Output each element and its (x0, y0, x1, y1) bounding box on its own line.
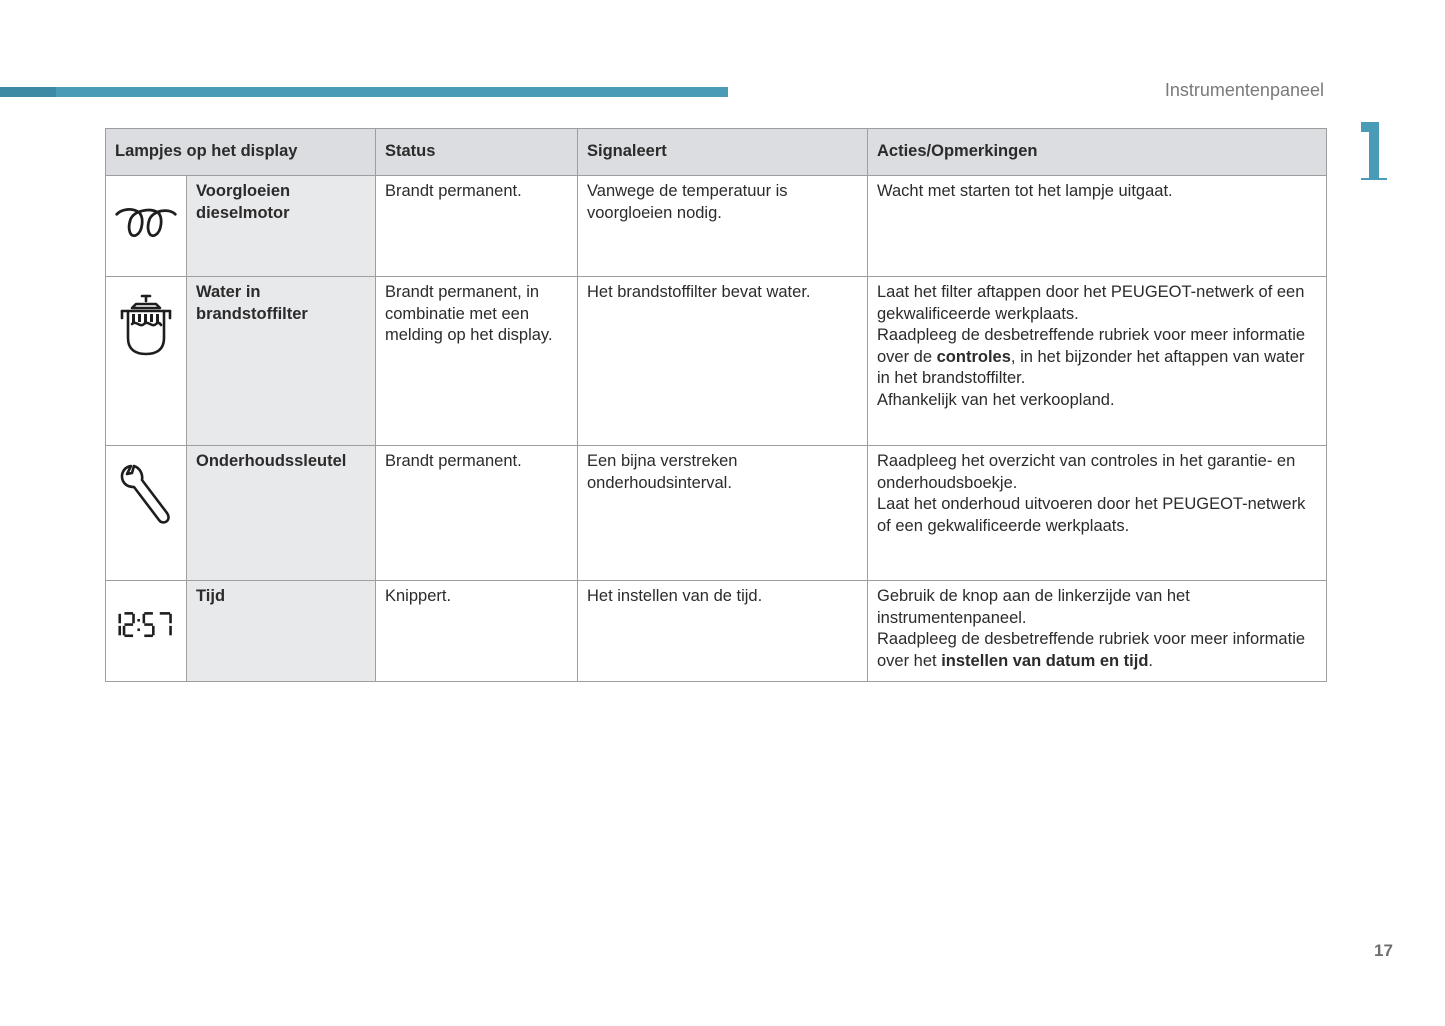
row-signals: Een bijna verstreken onderhoudsinterval. (578, 446, 868, 581)
table-row (106, 581, 1327, 682)
row-name: Onderhoudssleutel (187, 446, 376, 581)
row-name: Voorgloeien dieselmotor (187, 176, 376, 277)
row-actions: Raadpleeg het overzicht van controles in het garantie- en onderhoudsboekje. Laat het onderhoud uitvoeren door het PEUGEOT-netwerk of een gekwalificeerde werkplaats. (868, 446, 1327, 581)
chapter-number (1361, 120, 1387, 180)
row-status: Brandt permanent. (376, 446, 578, 581)
table-header-row (106, 129, 1327, 176)
row-actions: Laat het filter aftappen door het PEUGEOT-netwerk of een gekwalificeerde werkplaats. Raadpleeg de desbetreffende rubriek voor meer informatie over de controles, in het bijzonder het aftappen van water in het brandstoffilter. Afhankelijk van het verkoopland. (868, 277, 1327, 446)
table-row (106, 446, 1327, 581)
row-actions: Gebruik de knop aan de linkerzijde van het instrumentenpaneel. Raadpleeg de desbetreffende rubriek voor meer informatie over het instellen van datum en tijd. (868, 581, 1327, 682)
row-name: Tijd (187, 581, 376, 682)
row-status: Brandt permanent. (376, 176, 578, 277)
row-name: Water in brandstoffilter (187, 277, 376, 446)
row-status: Brandt permanent, in combinatie met een melding op het display. (376, 277, 578, 446)
row-actions: Wacht met starten tot het lampje uitgaat. (868, 176, 1327, 277)
water-in-fuel-filter-icon (118, 294, 174, 356)
column-header-lights: Lampjes op het display (106, 129, 376, 176)
column-header-status: Status (376, 129, 578, 176)
table-row (106, 176, 1327, 277)
column-header-signals: Signaleert (578, 129, 868, 176)
glow-plug-icon (115, 201, 177, 243)
page-number: 17 (1374, 941, 1393, 960)
section-title: Instrumentenpaneel (1164, 80, 1324, 100)
row-signals: Het brandstoffilter bevat water. (578, 277, 868, 446)
header-accent-bar (0, 87, 728, 97)
row-status: Knippert. (376, 581, 578, 682)
table-row (106, 277, 1327, 446)
column-header-actions: Acties/Opmerkingen (868, 129, 1327, 176)
wrench-icon (119, 463, 173, 525)
row-signals: Het instellen van de tijd. (578, 581, 868, 682)
row-signals: Vanwege de temperatuur is voorgloeien nodig. (578, 176, 868, 277)
clock-display-icon (115, 608, 177, 642)
indicator-lights-table (105, 128, 1327, 682)
